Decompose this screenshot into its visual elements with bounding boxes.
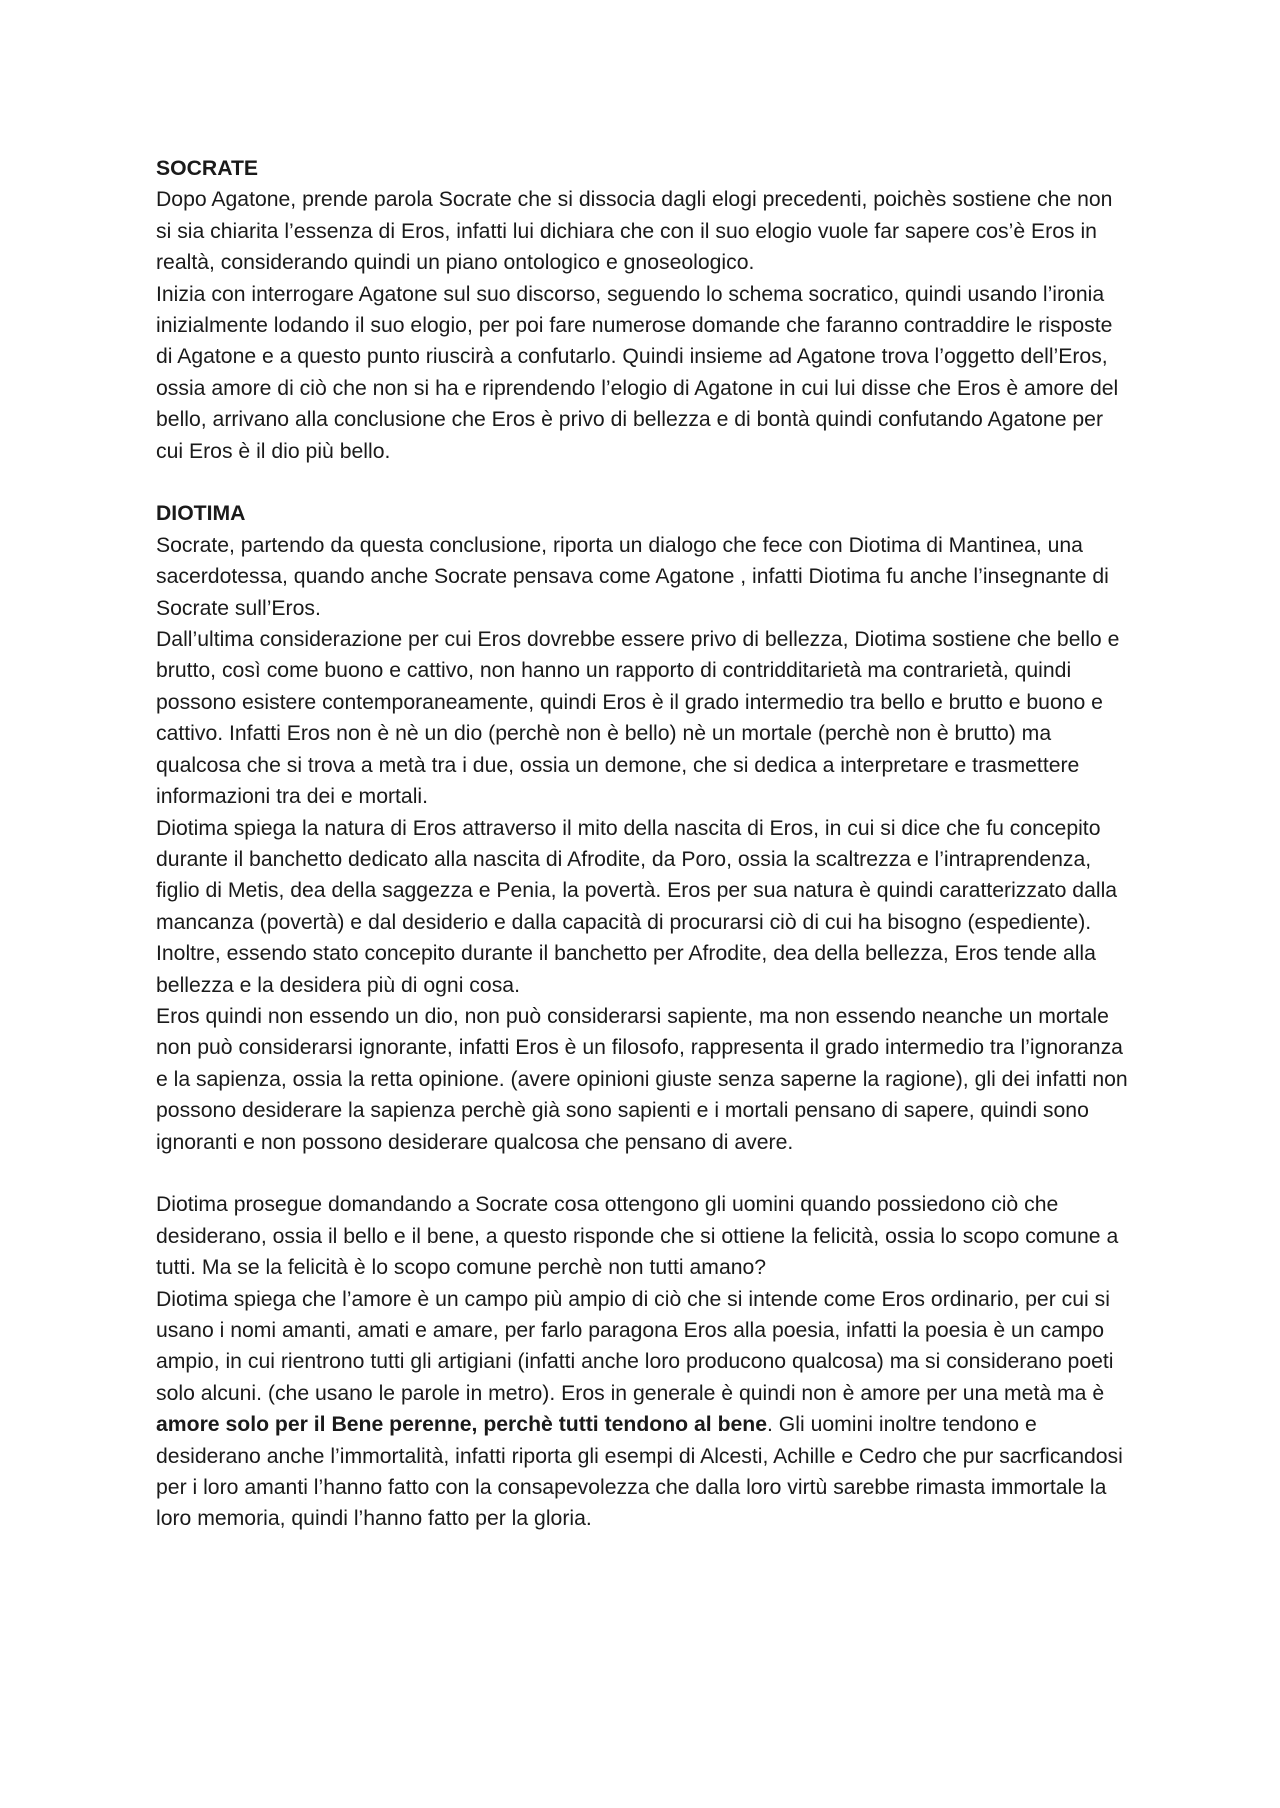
blank-line (156, 1158, 1131, 1189)
socrate-paragraph-2: Inizia con interrogare Agatone sul suo discorso, seguendo lo schema socratico, quindi usando l’ironia inizialmente lodando il suo elogio, per poi fare numerose domande che faranno contraddire le risposte di Agatone e a questo punto riuscirà a confutarlo. Quindi insieme ad Agatone trova l’oggetto dell’Eros, ossia amore di ciò che non si ha e riprendendo l’elogio di Agatone in cui lui disse che Eros è amore del bello, arrivano alla conclusione che Eros è privo di bellezza e di bontà quindi confutando Agatone per cui Eros è il dio più bello. (156, 282, 1119, 463)
bold-emphasis: amore solo per il Bene perenne, perchè tutti tendono al bene (156, 1413, 768, 1437)
paragraph-text: . Gli uomini inoltre tendono e desiderano anche l’immortalità, infatti riporta gli esempi di Alcesti, Achille e Cedro che pur sacrficandosi per i loro amanti l’hanno fatto con la consapevolezza che dalla loro virtù sarebbe rimasta immortale la loro memoria, quindi l’hanno fatto per la gloria. (156, 1413, 1123, 1531)
document-page (156, 153, 1131, 1535)
diotima-paragraph-3: Diotima spiega la natura di Eros attraverso il mito della nascita di Eros, in cui si dice che fu concepito durante il banchetto dedicato alla nascita di Afrodite, da Poro, ossia la scaltrezza e l’intraprendenza, figlio di Metis, dea della saggezza e Penia, la povertà. Eros per sua natura è quindi caratterizzato dalla mancanza (povertà) e dal desiderio e dalla capacità di procurarsi ciò di cui ha bisogno (espediente). Inoltre, essendo stato concepito durante il banchetto per Afrodite, dea della bellezza, Eros tende alla bellezza e la desidera più di ogni cosa. (156, 816, 1118, 997)
section-title-diotima: DIOTIMA (156, 502, 246, 526)
section-title-socrate: SOCRATE (156, 157, 259, 180)
blank-line (156, 467, 1131, 498)
socrate-paragraph-1: Dopo Agatone, prende parola Socrate che si dissocia dagli elogi precedenti, poichès sostiene che non si sia chiarita l’essenza di Eros, infatti lui dichiara che con il suo elogio vuole far sapere cos’è Eros in realtà, considerando quindi un piano ontologico e gnoseologico. (156, 188, 1113, 275)
diotima-paragraph-4: Eros quindi non essendo un dio, non può considerarsi sapiente, ma non essendo neanche un mortale non può considerarsi ignorante, infatti Eros è un filosofo, rappresenta il grado intermedio tra l’ignoranza e la sapienza, ossia la retta opinione. (avere opinioni giuste senza saperne la ragione), gli dei infatti non possono desiderare la sapienza perchè già sono sapienti e i mortali pensano di sapere, quindi sono ignoranti e non possono desiderare qualcosa che pensano di avere. (156, 1004, 1128, 1154)
paragraph-text: Diotima spiega che l’amore è un campo più ampio di ciò che si intende come Eros ordinario, per cui si usano i nomi amanti, amati e amare, per farlo paragona Eros alla poesia, infatti la poesia è un campo ampio, in cui rientrono tutti gli artigiani (infatti anche loro producono qualcosa) ma si considerano poeti solo alcuni. (che usano le parole in metro). Eros in generale è quindi non è amore per una metà ma è (156, 1287, 1114, 1405)
diotima-paragraph-6 (156, 1284, 1131, 1535)
diotima-paragraph-2: Dall’ultima considerazione per cui Eros dovrebbe essere privo di bellezza, Diotima sostiene che bello e brutto, così come buono e cattivo, non hanno un rapporto di contridditarietà ma contrarietà, quindi possono esistere contemporaneamente, quindi Eros è il grado intermedio tra bello e brutto e buono e cattivo. Infatti Eros non è nè un dio (perchè non è bello) nè un mortale (perchè non è brutto) ma qualcosa che si trova a metà tra i due, ossia un demone, che si dedica a interpretare e trasmettere informazioni tra dei e mortali. (156, 628, 1120, 809)
diotima-paragraph-1: Socrate, partendo da questa conclusione, riporta un dialogo che fece con Diotima di Mantinea, una sacerdotessa, quando anche Socrate pensava come Agatone , infatti Diotima fu anche l’insegnante di Socrate sull’Eros. (156, 533, 1109, 620)
diotima-paragraph-5: Diotima prosegue domandando a Socrate cosa ottengono gli uomini quando possiedono ciò che desiderano, ossia il bello e il bene, a questo risponde che si ottiene la felicità, ossia lo scopo comune a tutti. Ma se la felicità è lo scopo comune perchè non tutti amano? (156, 1193, 1119, 1280)
